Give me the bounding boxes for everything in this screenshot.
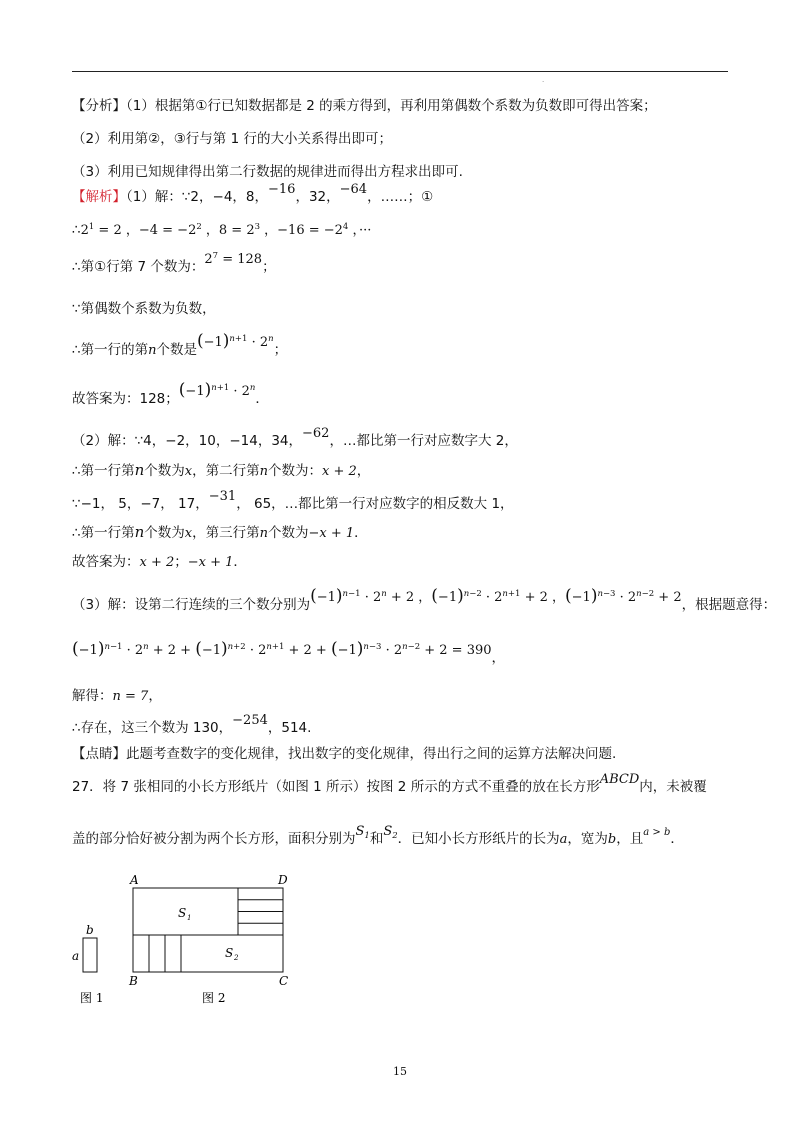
s2-line-1 (72, 426, 518, 451)
p27-l2i: ． (670, 831, 684, 847)
s3-line-1 (72, 586, 777, 615)
vertex-C: C (279, 974, 289, 988)
row7-expr: $2^7 = 128$ (204, 251, 263, 267)
s2-line-3 (72, 489, 514, 514)
solution-s1-d: ，……；① (367, 189, 434, 205)
exist-b: −254 (232, 713, 268, 728)
s2-a: −62 (302, 426, 330, 441)
s2-l2d: 个数为： (267, 463, 322, 479)
var-n: n (259, 464, 268, 479)
solution-s1-c: −64 (339, 182, 368, 197)
fig1-rect (83, 938, 97, 972)
solution-tag: 【解析】 (72, 189, 126, 205)
exist-line (72, 713, 312, 738)
analysis-tag: 【分析】 (72, 98, 126, 114)
comment-line (72, 745, 616, 763)
nth-prefix: ∴第一行的第 (72, 342, 149, 358)
var-n: n (134, 461, 145, 479)
p27-l2g: ，且 (616, 831, 644, 847)
area-S1: S (178, 906, 187, 920)
s2-b: ，…都比第一行对应数字大 2， (329, 433, 518, 449)
analysis-line-3: （3）利用已知规律得出第二行数据的规律进而得出方程求出即可. (72, 164, 463, 180)
s2-l4d: 个数为 (267, 525, 309, 541)
nth-line (72, 331, 288, 360)
solution-line-1 (72, 182, 434, 207)
solve-suffix: ， (148, 688, 162, 704)
var-x: x (184, 526, 193, 541)
s2-l2c: ，第二行第 (192, 463, 260, 479)
s2-l2b: 个数为 (144, 463, 185, 479)
p27-l2f: b (607, 832, 617, 847)
s2-l3c: ， 65，…都比第一行对应数字的相反数大 1， (236, 496, 514, 512)
s2-line-4 (72, 523, 368, 543)
var-n: n (259, 526, 268, 541)
s3-equation: $(-1)^{n-1} \cdot 2^n + 2 + (-1)^{n+2} \cdot 2^{n+1} + 2 + (-1)^{n-3} \cdot 2^{n-2} + 2 = 390$， (72, 639, 506, 666)
row7-suffix: ； (262, 259, 276, 275)
vertex-A: A (130, 873, 139, 887)
p27-l2d: a (559, 832, 568, 847)
fig1-label-a: a (72, 949, 80, 963)
s2-l4c: ，第三行第 (192, 525, 260, 541)
exist-a: ∴存在，这三个数为 130， (72, 720, 233, 736)
area-S1-sub: 1 (187, 914, 192, 922)
nth-mid: 个数是 (156, 342, 197, 358)
header-mark: · (542, 78, 545, 86)
s2-l3a: ∵−1， 5，−7， 17， (72, 496, 209, 512)
fig2-outer (133, 888, 283, 972)
answer2-a: x + 2 (139, 555, 175, 570)
even-neg-line: ∵第偶数个系数为负数， (72, 301, 216, 317)
s3-equation-expr: $(-1)^{n-1} \cdot 2^n + 2 + (-1)^{n+2} \cdot 2^{n+1} + 2 + (-1)^{n-3} \cdot 2^{n-2} + 2 = 390$ (72, 639, 492, 659)
answer1-expr: $(-1)^{n+1} \cdot 2^n$ (178, 380, 256, 400)
var-x: x (184, 464, 193, 479)
s2-l4b: 个数为 (144, 525, 185, 541)
powers-line: $\therefore 2^1 = 2$ ，$-4 = -2^2$ ，$8 = 2^3$ ，$-16 = -2^4$ ，··· (72, 222, 372, 238)
nth-var: n (148, 343, 157, 358)
var-n: n (134, 523, 145, 541)
therefore-symbol: ∴ (72, 222, 81, 238)
p27-l1b: ABCD (599, 772, 640, 787)
page-number: 15 (393, 1065, 407, 1078)
solution-s1-b: ，32， (295, 189, 340, 205)
solve-expr: n = 7 (112, 689, 149, 704)
vertex-B: B (129, 974, 138, 988)
vertex-D: D (278, 873, 288, 887)
p27-l2a: 盖的部分恰好被分割为两个长方形，面积分别为 (72, 831, 356, 847)
p27-l1a: 27．将 7 张相同的小长方形纸片（如图 1 所示）按图 2 所示的方式不重叠的放在长方形 (72, 779, 600, 795)
s2-l3b: −31 (208, 489, 237, 504)
p27-l2e: ，宽为 (567, 831, 608, 847)
solution-s1-prefix: （1）解：∵2，−4，8， (126, 189, 269, 205)
answer2-sep: ； (174, 554, 188, 570)
area-S2: S (225, 946, 234, 960)
analysis-line-1 (72, 97, 657, 115)
header-rule (72, 71, 728, 72)
problem27-line-2 (72, 824, 684, 850)
row7-line (72, 251, 276, 277)
s2-l2f: ， (356, 463, 371, 479)
s2-line-2 (72, 461, 370, 481)
p27-l1c: 内，未被覆 (639, 779, 707, 795)
fig1-label-b: b (86, 923, 94, 937)
answer2-b: −x + 1 (187, 555, 234, 570)
s3-terms: $(-1)^{n-1} \cdot 2^n + 2$ ，$(-1)^{n-2} \cdot 2^{n+1} + 2$ ，$(-1)^{n-3} \cdot 2^{n-2} + 2$ (310, 586, 682, 606)
analysis-text-1: （1）根据第①行已知数据都是 2 的乘方得到，再利用第偶数个系数为负数即可得出答案； (126, 98, 657, 114)
nth-suffix: ； (273, 342, 288, 358)
p27-l2c: ．已知小长方形纸片的长为 (397, 831, 560, 847)
solve-prefix: 解得： (72, 688, 113, 704)
s2-l4a: ∴第一行第 (72, 525, 135, 541)
answer1-prefix: 故答案为：128； (72, 391, 179, 407)
answer2-line (72, 553, 247, 572)
s2-l2a: ∴第一行第 (72, 463, 135, 479)
p27-l2h: a > b (643, 827, 671, 838)
answer1-line (72, 380, 269, 409)
problem27-line-1 (72, 772, 707, 797)
exist-c: ，514. (267, 720, 312, 736)
solution-s1-a: −16 (268, 182, 296, 197)
nth-expr: $(-1)^{n+1} \cdot 2^n$ (196, 331, 274, 351)
p27-l2b: 和 (369, 831, 384, 847)
s3-suffix: ，根据题意得： (681, 597, 777, 613)
fig1-caption: 图 1 (80, 991, 104, 1005)
s2-l2e: x + 2 (321, 464, 357, 479)
comment-tag: 【点睛】 (72, 746, 126, 762)
analysis-line-2: （2）利用第②，③行与第 1 行的大小关系得出即可； (72, 131, 392, 147)
p27-s2: $S_2$ (383, 824, 398, 841)
answer1-suffix: ． (255, 391, 269, 407)
row7-prefix: ∴第①行第 7 个数为： (72, 259, 205, 275)
answer2-prefix: 故答案为： (72, 554, 140, 570)
fig2-caption: 图 2 (202, 991, 226, 1005)
area-S2-sub: 2 (234, 954, 239, 962)
comment-text: 此题考查数字的变化规律，找出数字的变化规律，得出行之间的运算方法解决问题. (126, 746, 617, 762)
s2-l4e: −x + 1 (308, 526, 355, 541)
s3-prefix: （3）解：设第二行连续的三个数分别为 (72, 597, 311, 613)
p27-s1: $S_1$ (355, 824, 370, 841)
s2-l4f: ． (354, 525, 368, 541)
answer2-suffix: ． (233, 554, 247, 570)
solve-line (72, 687, 162, 706)
s2-prefix: （2）解：∵4，−2，10，−14，34， (72, 433, 303, 449)
problem27-figure (60, 870, 320, 1015)
